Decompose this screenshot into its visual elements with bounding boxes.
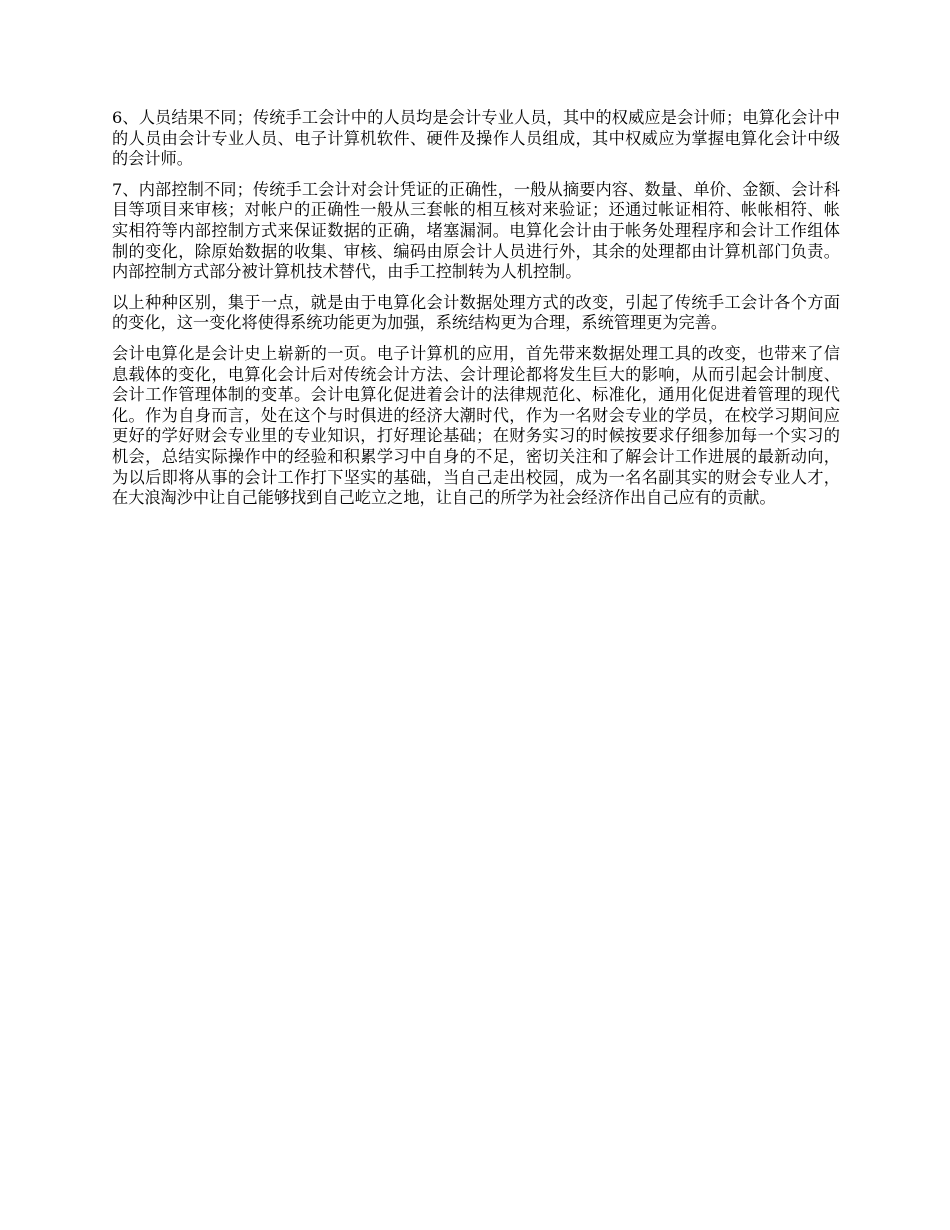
paragraph-summary: 以上种种区别，集于一点，就是由于电算化会计数据处理方式的改变，引起了传统手工会计各个方面的变化，这一变化将使得系统功能更为加强，系统结构更为合理，系统管理更为完善。 [112, 292, 840, 333]
paragraph-conclusion: 会计电算化是会计史上崭新的一页。电子计算机的应用，首先带来数据处理工具的改变，也带来了信息载体的变化，电算化会计后对传统会计方法、会计理论都将发生巨大的影响，从而引起会计制度、会计工作管理体制的变革。会计电算化促进着会计的法律规范化、标准化，通用化促进着管理的现代化。作为自身而言，处在这个与时俱进的经济大潮时代，作为一名财会专业的学员，在校学习期间应更好的学好财会专业里的专业知识，打好理论基础；在财务实习的时候按要求仔细参加每一个实习的机会，总结实际操作中的经验和积累学习中自身的不足，密切关注和了解会计工作进展的最新动向，为以后即将从事的会计工作打下坚实的基础，当自己走出校园，成为一名名副其实的财会专业人才，在大浪淘沙中让自己能够找到自己屹立之地，让自己的所学为社会经济作出自己应有的贡献。 [112, 343, 840, 508]
document-page [112, 108, 840, 519]
paragraph-personnel-differences: 6、人员结果不同；传统手工会计中的人员均是会计专业人员，其中的权威应是会计师；电算化会计中的人员由会计专业人员、电子计算机软件、硬件及操作人员组成，其中权威应为掌握电算化会计中级的会计师。 [112, 108, 840, 169]
paragraph-internal-control: 7、内部控制不同；传统手工会计对会计凭证的正确性，一般从摘要内容、数量、单价、金额、会计科目等项目来审核；对帐户的正确性一般从三套帐的相互核对来验证；还通过帐证相符、帐帐相符、帐实相符等内部控制方式来保证数据的正确，堵塞漏洞。电算化会计由于帐务处理程序和会计工作组体制的变化，除原始数据的收集、审核、编码由原会计人员进行外，其余的处理都由计算机部门负责。内部控制方式部分被计算机技术替代，由手工控制转为人机控制。 [112, 179, 840, 282]
